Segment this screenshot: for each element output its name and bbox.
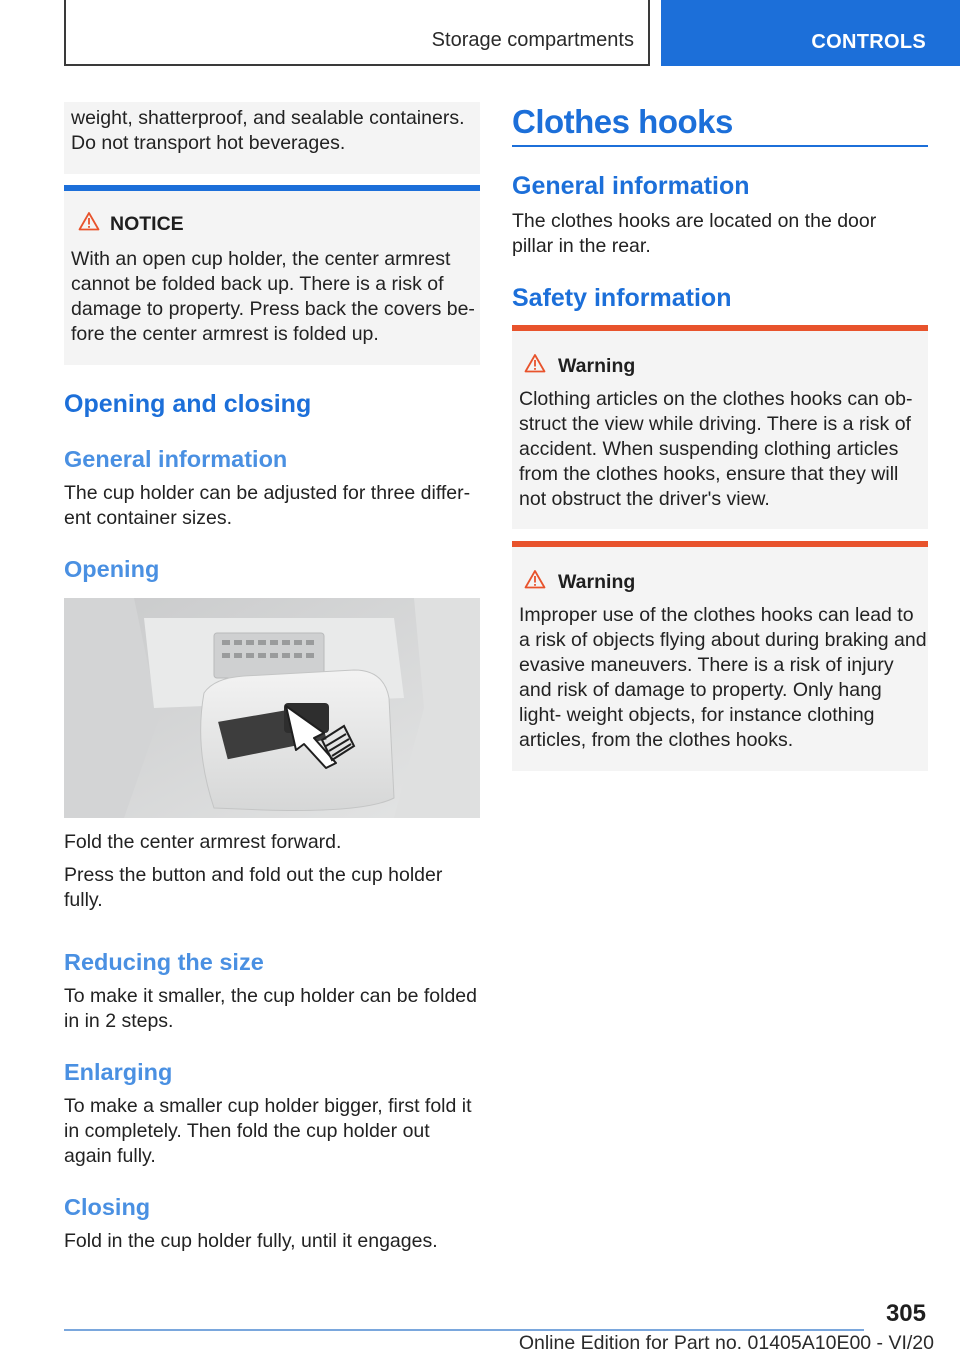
- step-press-button: Press the button and fold out the cup holder fully.: [64, 864, 443, 911]
- warning-box-1: [512, 325, 928, 529]
- footer-rule: [64, 1329, 864, 1331]
- heading-enlarging: Enlarging: [64, 1059, 173, 1085]
- warning-box-2: [512, 541, 928, 771]
- warning-triangle-icon: [78, 211, 100, 231]
- heading-reducing-size: Reducing the size: [64, 949, 264, 975]
- header-chapter-tab: [661, 0, 960, 66]
- edition-note: Online Edition for Part no. 01405A10E00 - VI/20: [518, 1332, 934, 1354]
- enlarging-text: To make a smaller cup holder bigger, first fold it in completely. Then fold the cup holder out again fully.: [64, 1095, 472, 1167]
- warning-text-2: Improper use of the clothes hooks can lead to a risk of objects flying about during braking and evasive maneuvers. There is a risk of injury and risk of damage to property. Only hang light- weight objects, for instance clothing articles, from the clothes hooks.: [519, 604, 927, 751]
- warning-text-1: Clothing articles on the clothes hooks can ob- struct the view while driving. There is a risk of accident. When suspending clothing articles from the clothes hooks, ensure that they will not obstruct the driver's view.: [519, 388, 913, 510]
- step-fold-armrest: Fold the center armrest forward.: [64, 831, 342, 853]
- page-number: 305: [885, 1300, 926, 1327]
- heading-opening: Opening: [64, 556, 160, 582]
- armrest-image: [64, 598, 480, 818]
- warning-title-1: Warning: [558, 355, 636, 377]
- general-info-text-right: The clothes hooks are located on the door pillar in the rear.: [512, 210, 877, 257]
- continued-text: weight, shatterproof, and sealable containers. Do not transport hot beverages.: [71, 107, 465, 154]
- continued-info-box: [64, 102, 480, 174]
- page-title-clothes-hooks: Clothes hooks: [512, 103, 733, 140]
- heading-opening-closing: Opening and closing: [64, 390, 312, 418]
- notice-title: NOTICE: [110, 213, 184, 235]
- heading-general-info-right: General information: [512, 172, 750, 200]
- closing-text: Fold in the cup holder fully, until it engages.: [64, 1230, 438, 1252]
- reducing-text: To make it smaller, the cup holder can be folded in in 2 steps.: [64, 985, 477, 1032]
- notice-box: [64, 185, 480, 365]
- chapter-title: CONTROLS: [811, 31, 926, 53]
- heading-general-info-left: General information: [64, 446, 288, 472]
- heading-closing: Closing: [64, 1194, 151, 1220]
- warning-triangle-icon: [524, 569, 546, 589]
- general-info-text-left: The cup holder can be adjusted for three differ- ent container sizes.: [64, 482, 471, 529]
- title-underline: [512, 145, 928, 147]
- warning-triangle-icon: [524, 353, 546, 373]
- cup-holder-illustration: [64, 598, 480, 818]
- notice-text: With an open cup holder, the center armrest cannot be folded back up. There is a risk of damage to property. Press back the covers be- fore the center armrest is folded up.: [71, 248, 475, 345]
- heading-safety-info: Safety information: [512, 284, 732, 312]
- header-section-tab: [64, 0, 650, 66]
- warning-title-2: Warning: [558, 571, 636, 593]
- section-title: Storage compartments: [431, 29, 634, 51]
